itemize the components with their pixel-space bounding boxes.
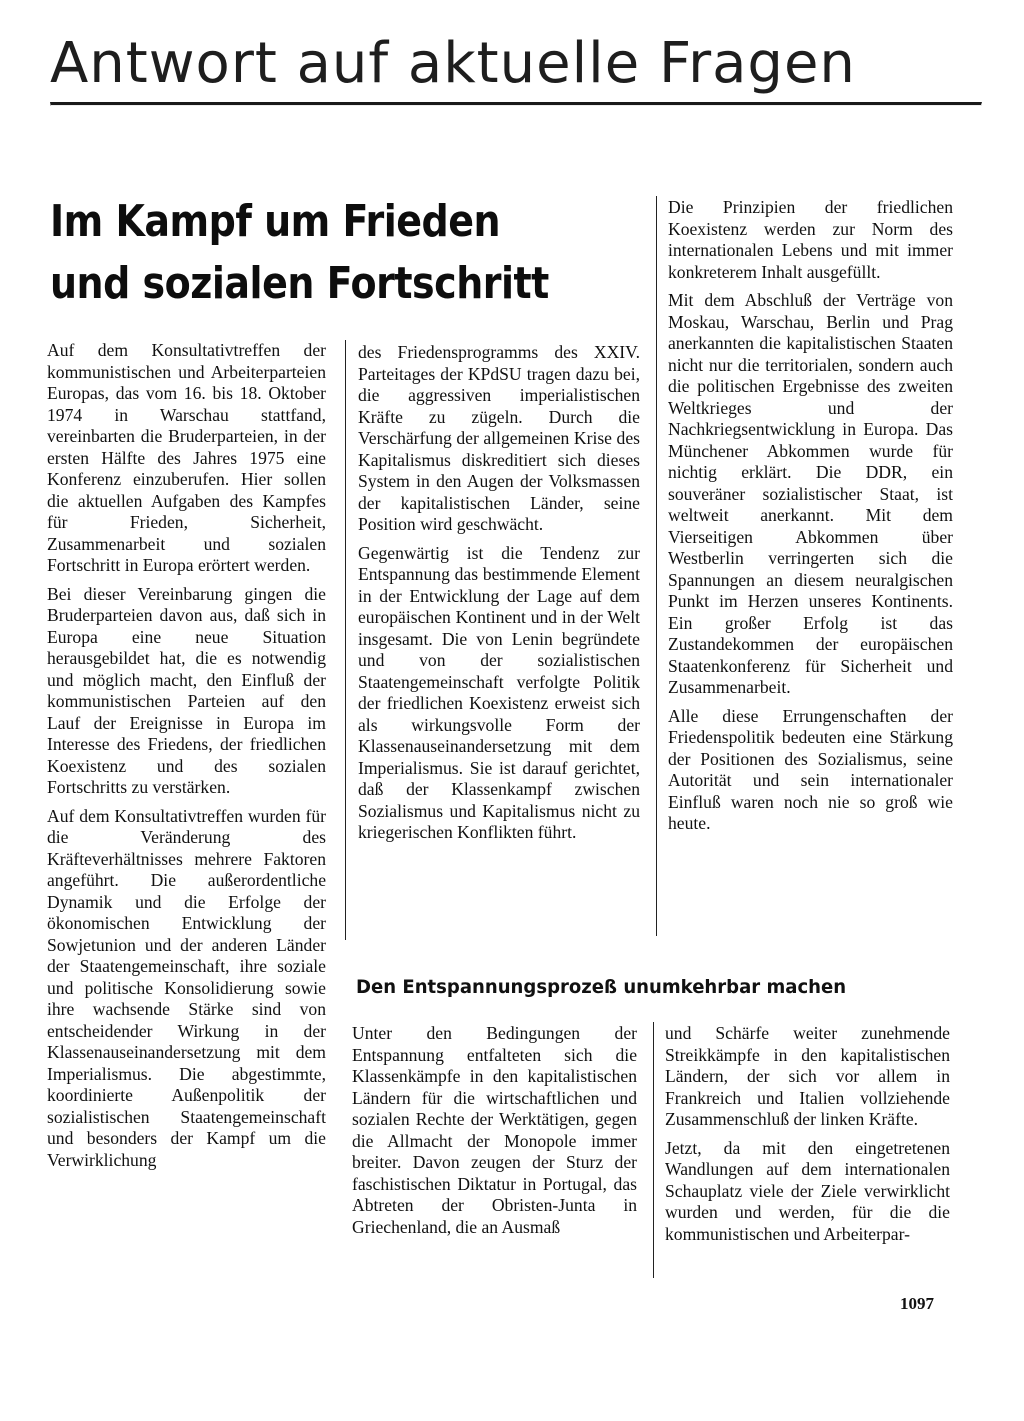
paragraph: Gegenwärtig ist die Tendenz zur Entspannung das bestimmende Element in der Entwicklung der Lage auf dem europäischen Kontinent und in der Welt insgesamt. Die von Lenin begründete und von der sozialistischen Staatengemeinschaft verfolgte Politik der friedlichen Koexistenz erweist sich als wirkungsvolle Form der Klassenauseinandersetzung mit dem Imperialismus. Sie ist darauf gerichtet, daß der Klassenkampf zwischen Sozialismus und Kapitalismus nicht zu kriegerischen Konflikten führt. [358, 542, 640, 842]
paragraph: Die Prinzipien der friedlichen Koexistenz werden zur Norm des internationalen Lebens und mit immer konkreterem Inhalt ausgefüllt. [668, 197, 953, 282]
column-divider [653, 1022, 654, 1278]
headline-line-1: Im Kampf um Frieden [50, 195, 501, 247]
paragraph: Bei dieser Vereinbarung gingen die Bruderparteien davon aus, daß sich in Europa eine neue Situation herausgebildet hat, die es notwendig und möglich macht, den Einfluß der kommunistischen Parteien auf den Lauf der Ereignisse in Europa im Interesse des Friedens, der friedlichen Koexistenz und des sozialen Fortschritts zu verstärken. [47, 583, 326, 797]
paragraph: Alle diese Errungenschaften der Friedenspolitik bedeuten eine Stärkung der Positionen des Sozialismus, seine Autorität und sein internationaler Einfluß waren noch nie so groß wie heute. [668, 705, 953, 833]
article-column-5 [665, 1023, 950, 1252]
paragraph: und Schärfe weiter zunehmende Streikkämpfe in den kapitalistischen Ländern, der sich vor allem in Frankreich und Italien vollziehende Zusammenschluß der linken Kräfte. [665, 1023, 950, 1129]
section-title: Antwort auf aktuelle Fragen [50, 31, 856, 96]
paragraph: Jetzt, da mit den eingetretenen Wandlungen auf dem internationalen Schauplatz viele der Ziele verwirklicht wurden und werden, für die die kommunistischen und Arbeiterpar- [665, 1137, 950, 1244]
paragraph: Mit dem Abschluß der Verträge von Moskau, Warschau, Berlin und Prag anerkannten die kapitalistischen Staaten nicht nur die territorialen, sondern auch die politischen Ergebnisse des zweiten Weltkrieges und der Nachkriegsentwicklung in Europa. Das Münchener Abkommen wurde für nichtig erklärt. Die DDR, ein souveräner sozialistischer Staat, ist weltweit anerkannt. Mit dem Vierseitigen Abkommen über Westberlin verringerten sich die Spannungen an diesem neuralgischen Punkt im Herzen unseres Kontinents. Ein großer Erfolg ist das Zustandekommen der europäischen Staatenkonferenz für Sicherheit und Zusammenarbeit. [668, 290, 953, 697]
paragraph: Unter den Bedingungen der Entspannung entfalteten sich die Klassenkämpfe in den kapitalistischen Ländern für die wirtschaftlichen und sozialen Rechte der Werktätigen, gegen die Allmacht der Monopole immer breiter. Davon zeugen der Sturz der faschistischen Diktatur in Portugal, das Abtreten der Obristen-Junta in Griechenland, die an Ausmaß [352, 1023, 637, 1237]
article-subheadline: Den Entspannungsprozeß unumkehrbar machen [356, 976, 847, 998]
column-divider [656, 196, 657, 936]
article-headline [50, 190, 549, 314]
headline-line-2: und sozialen Fortschritt [50, 257, 549, 309]
page-number: 1097 [900, 1294, 934, 1313]
paragraph: Auf dem Konsultativtreffen der kommunistischen und Arbeiterparteien Europas, das vom 16. bis 18. Oktober 1974 in Warschau stattfand, vereinbarten die Bruderparteien, in der ersten Hälfte des Jahres 1975 eine Konferenz einzuberufen. Hier sollen die aktuellen Aufgaben des Kampfes für Frieden, Sicherheit, Zusammenarbeit und sozialen Fortschritt in Europa erörtert werden. [47, 340, 326, 575]
article-column-2 [358, 342, 640, 851]
paragraph: Auf dem Konsultativtreffen wurden für die Veränderung des Kräfteverhältnisses mehrere Faktoren angeführt. Die außerordentliche Dynamik und die Erfolge der ökonomischen Entwicklung der Sowjetunion und der anderen Länder der Staatengemeinschaft, ihre soziale und politische Konsolidierung sowie ihre wachsende Stärke sind von entscheidender Wirkung in der Klassenauseinandersetzung mit dem Imperialismus. Die abgestimmte, koordinierte Außenpolitik der sozialistischen Staatengemeinschaft und besonders der Kampf um die Verwirklichung [47, 805, 326, 1170]
column-divider [345, 340, 346, 940]
section-divider [50, 102, 982, 106]
paragraph: des Friedensprogramms des XXIV. Parteitages der KPdSU tragen dazu bei, die aggressiven imperialistischen Kräfte zu zügeln. Durch die Verschärfung der allgemeinen Krise des Kapitalismus diskreditiert sich dieses System in den Augen der Volksmassen der kapitalistischen Länder, seine Position wird geschwächt. [358, 342, 640, 534]
article-column-3 [668, 197, 953, 842]
article-column-4 [352, 1023, 637, 1245]
article-column-1 [47, 340, 326, 1178]
